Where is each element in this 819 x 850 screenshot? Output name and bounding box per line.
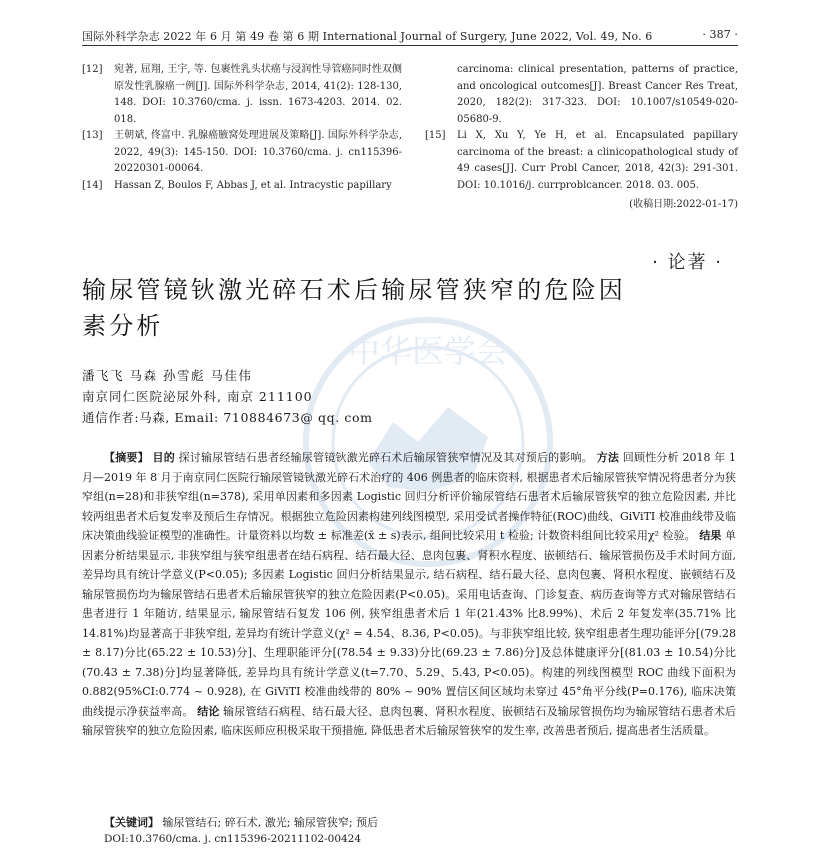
objective-text: 探讨输尿管结石患者经输尿管镜钬激光碎石术后输尿管狭窄情况及其对预后的影响。 (178, 451, 593, 464)
running-header (82, 28, 738, 44)
references-right-column (425, 62, 738, 214)
references-left-column (82, 62, 402, 194)
keywords-label: 【关键词】 (104, 816, 159, 829)
reference-item: [12] 宛著, 屈翔, 王宇, 等. 包裹性乳头状癌与浸润性导管癌同时性双侧原发性乳腺癌一例[J]. 国际外科学杂志, 2014, 41(2): 128-130, 148. DOI: 10.3760/cma. j. issn. 1673-4203. 2014. 02. 018. (82, 64, 402, 125)
reference-item: [14] Hassan Z, Boulos F, Abbas J, et al. Intracystic papillary (82, 179, 392, 191)
received-date: (收稿日期:2022-01-17) (629, 199, 738, 210)
conclusion-label: 结论 (197, 704, 220, 718)
page-number: · 387 · (702, 28, 738, 41)
header-rule (82, 45, 738, 46)
conclusion-text: 输尿管结石病程、结石最大径、息肉包裹、肾积水程度、嵌顿结石及输尿管损伤均为输尿管结石患者术后输尿管狭窄的独立危险因素, 临床医师应积极采取干预措施, 降低患者术后输尿管狭窄的发生率, 改善患者预后, 提高患者生活质量。 (82, 704, 737, 737)
keywords-text: 输尿管结石; 碎石术, 激光; 输尿管狭窄; 预后 (162, 816, 379, 829)
reference-continuation: carcinoma: clinical presentation, patterns of practice, and oncological outcomes[J]. Breast Cancer Res Treat, 2020, 182(2): 317-323. DOI: 10.1007/s10549-020-05680-9. (457, 64, 738, 125)
seal-text: 中华医学会 (347, 332, 509, 370)
keywords (104, 814, 378, 830)
article-doi: DOI:10.3760/cma. j. cn115396-20211102-00424 (104, 833, 362, 845)
author-list: 潘飞飞 马森 孙雪彪 马佳伟 (82, 368, 253, 383)
objective-label: 目的 (152, 451, 175, 464)
corresponding-author: 通信作者:马森, Email: 710884673@ qq. com (82, 410, 373, 425)
reference-item: [13] 王朝斌, 佟富中. 乳腺癌腋窝处理进展及策略[J]. 国际外科学杂志, 2022, 49(3): 145-150. DOI: 10.3760/cma. j. cn115396-20220301-00064. (82, 130, 402, 174)
methods-text: 回顾性分析 2018 年 1 月—2019 年 8 月于南京同仁医院行输尿管镜钬激光碎石术治疗的 406 例患者的临床资料, 根据患者术后输尿管狭窄情况将患者分为狭窄组(n=28)和非狭窄组(n=378), 采用单因素和多因素 Logistic 回归分析评价输尿管结石患者术后输尿管狭窄的独立危险因素, 并比较两组患者术后复发率及预后生存情况。根据独立危险因素构建列线图模型, 采用受试者操作特征(ROC)曲线、GiViTI 校准曲线带及临床决策曲线验证模型的准确性。计量资料以均数 ± 标准差(x̄ ± s)表示, 组间比较采用 t 检验; 计数资料组间比较采用χ² 检验。 (82, 451, 737, 542)
section-tag: · 论著 · (652, 252, 723, 273)
affiliation: 南京同仁医院泌尿外科, 南京 211100 (82, 389, 313, 404)
article-title: 输尿管镜钬激光碎石术后输尿管狭窄的危险因素分析 (82, 276, 626, 340)
results-label: 结果 (699, 529, 722, 542)
abstract-label: 【摘要】 (104, 451, 149, 464)
results-text: 单因素分析结果显示, 非狭窄组与狭窄组患者在结石病程、结石最大径、息肉包裹、肾积水程度、嵌顿结石、输尿管损伤及手术时间方面, 差异均具有统计学意义(P<0.05); 多因素 Logistic 回归分析结果显示, 结石病程、结石最大径、息肉包裹、肾积水程度、嵌顿结石及输尿管损伤均为输尿管结石患者术后输尿管狭窄的独立危险因素(P<0.05)。采用电话查询、门诊复查、病历查询等方式对输尿管结石患者进行 1 年随访, 结果显示, 输尿管结石复发 106 例, 狭窄组患者术后 1 年(21.43% 比8.99%)、术后 2 年复发率(35.71% 比 14.81%)均显著高于非狭窄组, 差异均有统计学意义(χ² = 4.54、8.36, P<0.05)。与非狭窄组比较, 狭窄组患者生理功能评分[(79.28 ± 8.17)分比(65.22 ± 10.53)分]、生理职能评分[(78.54 ± 9.33)分比(69.23 ± 7.86)分]及总体健康评分[(81.03 ± 10.54)分比(70.43 ± 7.38)分]均显著降低, 差异均具有统计学意义(t=7.70、5.29、5.43, P<0.05)。构建的列线图模型 ROC 曲线下面积为0.882(95%CI:0.774 ~ 0.928), 在 GiViTI 校准曲线带的 80% ~ 90% 置信区间区域均未穿过 45°角平分线(P=0.176), 临床决策曲线提示净获益率高。 (82, 529, 737, 718)
methods-label: 方法 (596, 451, 620, 464)
abstract (82, 448, 736, 741)
journal-line: 国际外科学杂志 2022 年 6 月 第 49 卷 第 6 期 International Journal of Surgery, June 2022, Vol. 49, No. 6 (82, 30, 653, 43)
reference-item: [15] Li X, Xu Y, Ye H, et al. Encapsulated papillary carcinoma of the breast: a clinicopathological study of 49 cases[J]. Curr Probl Cancer, 2018, 42(3): 291-301. DOI: 10.1016/j. currproblcancer. 2018. 03. 005. (425, 130, 738, 191)
